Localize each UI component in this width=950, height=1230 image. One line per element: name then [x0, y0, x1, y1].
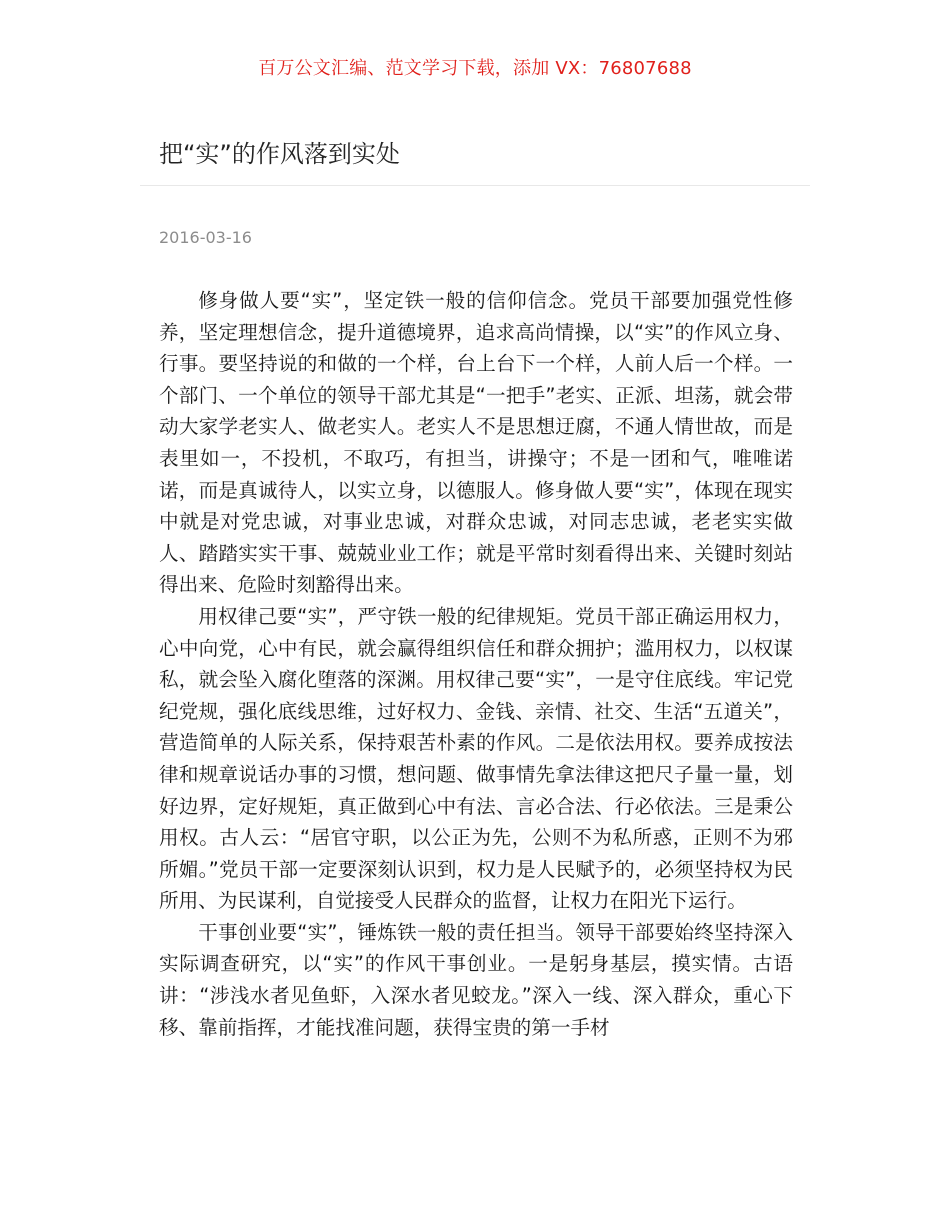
article-body — [159, 285, 793, 1043]
header-banner: 百万公文汇编、范文学习下载，添加 VX：76807688 — [258, 58, 692, 79]
article-title: 把“实”的作风落到实处 — [159, 140, 400, 168]
publish-date: 2016-03-16 — [159, 228, 252, 247]
paragraph: 干事创业要“实”，锤炼铁一般的责任担当。领导干部要始终坚持深入实际调查研究，以“实”的作风干事创业。一是躬身基层，摸实情。古语讲：“涉浅水者见鱼虾，入深水者见蛟龙。”深入一线、深入群众，重心下移、靠前指挥，才能找准问题，获得宝贵的第一手材 — [159, 920, 793, 1039]
paragraph: 修身做人要“实”，坚定铁一般的信仰信念。党员干部要加强党性修养，坚定理想信念，提升道德境界，追求高尚情操，以“实”的作风立身、行事。要坚持说的和做的一个样，台上台下一个样，人前人后一个样。一个部门、一个单位的领导干部尤其是“一把手”老实、正派、坦荡，就会带动大家学老实人、做老实人。老实人不是思想迂腐，不通人情世故，而是表里如一，不投机，不取巧，有担当，讲操守；不是一团和气，唯唯诺诺，而是真诚待人，以实立身，以德服人。修身做人要“实”，体现在现实中就是对党忠诚，对事业忠诚，对群众忠诚，对同志忠诚，老老实实做人、踏踏实实干事、兢兢业业工作；就是平常时刻看得出来、关键时刻站得出来、危险时刻豁得出来。 — [159, 289, 793, 597]
title-divider — [140, 185, 810, 186]
paragraph: 用权律己要“实”，严守铁一般的纪律规矩。党员干部正确运用权力，心中向党，心中有民，就会赢得组织信任和群众拥护；滥用权力，以权谋私，就会坠入腐化堕落的深渊。用权律己要“实”，一是守住底线。牢记党纪党规，强化底线思维，过好权力、金钱、亲情、社交、生活“五道关”，营造简单的人际关系，保持艰苦朴素的作风。二是依法用权。要养成按法律和规章说话办事的习惯，想问题、做事情先拿法律这把尺子量一量，划好边界，定好规矩，真正做到心中有法、言必合法、行必依法。三是秉公用权。古人云：“居官守职，以公正为先，公则不为私所惑，正则不为邪所媚。”党员干部一定要深刻认识到，权力是人民赋予的，必须坚持权为民所用、为民谋利，自觉接受人民群众的监督，让权力在阳光下运行。 — [159, 604, 793, 913]
